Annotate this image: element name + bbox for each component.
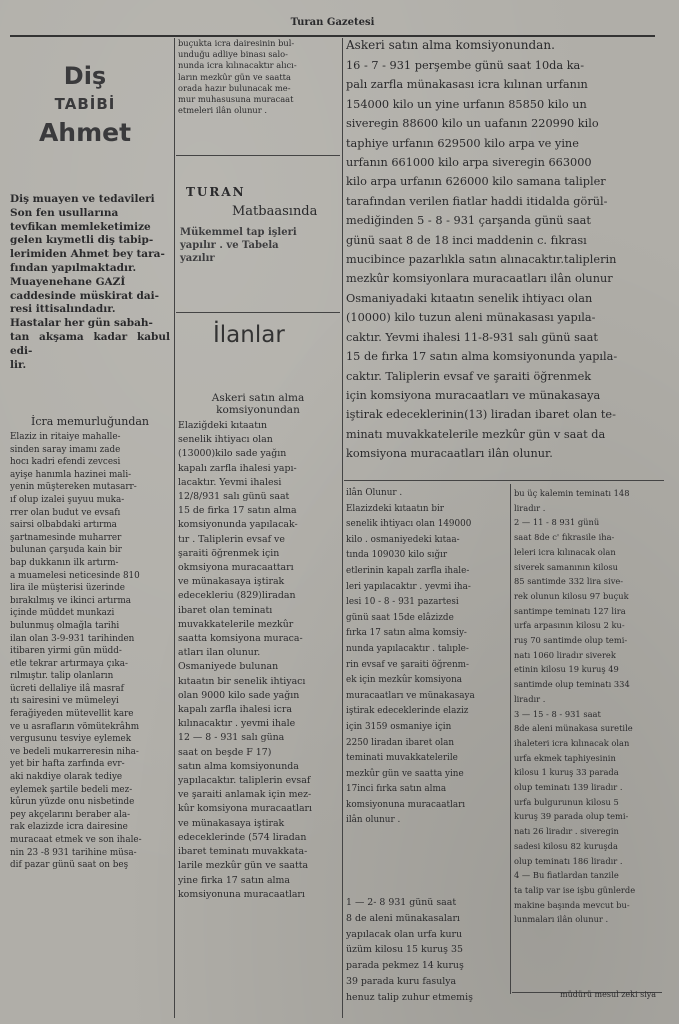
military-notice-large-body: 16 - 7 - 931 perşembe günü saat 10da ka- palı zarfla münakasası icra kılınan urfanın 154000 kilo un yine urfanın 85850 kilo un siveregin 88600 kilo un uafanın 220990 kilo taphiye urfanın 629500 kilo arpa ve yine urfanın 661000 kilo arpa siveregin 663000 kilo arpa urfanın 626000 kilo samana talipler tarafından verilen fiatlar haddi itidalda görül- mediğinden 5 - 8 - 931 çarşanda günü saat günü saat 8 de 18 inci maddenin c. fıkrası mucibince pazarlıkla satın alınacaktır.taliplerin mezkûr komsiyonlara muracaatları ilân olunur Osmaniyadaki kıtaatın senelik ihtiyacı olan (10000) kilo tuzun aleni münakasası yapıla- caktır. Yevmi ihalesi 11-8-931 salı günü saat 15 de fırka 17 satın alma komsiyonunda yapıla- caktır. Taliplerin evsaf ve şaraiti öğrenmek için komsiyona muracaatları ve münakasaya iştirak edeceklerinin(13) liradan ibaret olan te- minatı muvakkatelerile mezkûr gün v saat da komsiyona muracaatları ilân olunur. [346,59,618,461]
icra-body: Elaziz in ritaiye mahalle- sinden saray imamı zade hocı kadri efendi zevcesi ayişe hanımla hazinei mali- yenin müştereken mutasarr- ıf olup izalei şuyuu muka- rrer olan budut ve evsafı sairsi olbabdaki artırma şartnamesinde muharrer bulunan çarşuda kain bir bap dukkanın ilk artırm- a muamelesi neticesinde 810 lira ile müşterisi üzerinde bırakılmış ve ikinci artırma içinde müddet munkazi bulunmuş olmağla tarihi ilan olan 3-9-931 tarihinden itibaren yirmi gün müdd- etle tekrar artırmaya çıka- rılmıştır. talip olanların ücreti dellaliye ilâ masraf ıtı sairesini ve mümeleyi ferağiyeden mütevellit kare ve u asrafların vömütekrâhm vergusunu tesviye eylemek ve bedeli mukarreresin niha- yet bir hafta zarfında evr- aki nakdiye olarak tediye eylemek şartile bedeli mez- kûrun yüzde onu nisbetinde pey akçelarını beraber ala- rak elazizde icra dairesine muracaat etmek ve son ihale- nin 23 -8 931 tarihine müsa- dif pazar günü saat on beş [10,432,142,871]
icra-heading: İcra memurluğundan [30,415,150,428]
urfa-tender-body: 1 — 2- 8 931 günü saat 8 de aleni münakasaları yapılacak olan urfa kuru üzüm kilosu 15 kuruş 35 parada pekmez 14 kuruş 39 parada kuru fasulya henuz talip zuhur etmemiş [346,897,473,1003]
tender-prices-notice [514,486,664,988]
turan-body: Mükemmel tap işleri yapılır . ve Tabela yazılır [180,227,297,264]
column-divider [174,38,175,1018]
turan-subheading: Matbaasında [232,204,318,219]
military-notice-small-body: Elaziğdeki kıtaatın senelik ihtiyacı olan (13000)kilo sade yağın kapalı zarfla ihalesi yapı- lacaktır. Yevmi ihalesi 12/8/931 salı günü saat 15 de firka 17 satın alma komsiyonunda yapılacak- tır . Taliplerin evsaf ve şaraiti öğrenmek için okmsiyona muracaattarı ve münakasaya iştirak edecekleriu (829)liradan ibaret olan teminatı muvakkatelerile mezkûr saatta komsiyona muraca- atları ilan olunur. Osmaniyede bulunan kıtaatın bir senelik ihtiyacı olan 9000 kilo sade yağın kapalı zarfla ihalesi icra kılınacaktır . yevmi ihale 12 — 8 - 931 salı güna saat on beşde F 17) satın alma komsiyonunda yapılacaktır. taliplerin evsaf ve şaraiti anlamak için mez- kûr komsiyona muracaatları ve münakasaya iştirak edeceklerinde (574 liradan ibaret teminatı muvakkata- larile mezkûr gün ve saatta yine firka 17 satın alma komsiyonuna muracaatları [178,420,313,900]
section-divider [176,312,340,313]
masthead [10,17,655,37]
section-divider [176,155,340,156]
section-divider [344,480,664,481]
military-notice-large [346,38,664,480]
column-divider [342,38,343,1018]
column-divider [510,484,511,994]
urfa-tender-notice [346,895,507,1015]
ilanlar-title: İlanlar [213,322,285,348]
dentist-ad-subtitle: TABİBİ [54,95,116,113]
meat-tender-notice [346,486,507,871]
icra-continuation-body: buçukta icra dairesinin bul- unduğu adliye binası salo- nunda icra kılınacaktır alıcı- ların mezkûr gün ve saatta orada hazır bulunacak me- mur muhasusuna muracaat etmeleri ilân olunur . [178,38,297,116]
military-notice-small-heading: Askeri satın alma komsiyonundan [211,392,305,416]
dentist-ad-body: Diş muayen ve tedavileri Son fen usullarına tevfikan memleketimize gelen kıymetli diş tabip- lerimiden Ahmet bey tara- fından yapılmaktadır. Muayenehane GAZİ caddesinde müskirat dai- resi ittisalındadır. Hastalar her gün sabah- tan akşama kadar kabul edi- lir. [10,193,170,371]
icra-continuation [178,38,338,152]
newspaper-title: Turan Gazetesi [290,17,375,28]
dentist-ad-title: Diş [63,62,107,90]
tender-prices-body: bu üç kalemin teminatı 148 liradır . 2 — 11 - 8 931 günü saat 8de c' fıkrasile iha- leleri icra kılınacak olan siverek samanının kilosu 85 santimde 332 lira sive- rek olunun kilosu 97 buçuk santimpe teminatı 127 lira urfa arpasının kilosu 2 ku- ruş 70 santimde olup temi- natı 1060 liradır siverek etinin kilosu 19 kuruş 49 santimde olup teminatı 334 liradır . 3 — 15 - 8 - 931 saat 8de aleni münakasa suretile ihaleteri icra kılınacak olan urfa ekmek taphiyesinin kilosu 1 kuruş 33 parada olup teminatı 139 liradır . urfa bulgurunun kilosu 5 kuruş 39 parada olup temi- natı 26 liradır . siveregin sadesi kilosu 82 kuruşda olup teminatı 186 liradır . 4 — Bu fiatlardan tanzile ta talip var ise işbu günlerde makine başında mevcut bu- lunmaları ilân olunur . [514,488,636,925]
military-notice-large-heading: Askeri satın alma komsiyonundan. [346,38,555,52]
meat-tender-body: ilân Olunur . Elazizdeki kıtaatın bir senelik ihtiyacı olan 149000 kilo . osmaniyedeki kıtaa- tında 109030 kilo sığır etlerinin kapalı zarfla ihale- leri yapılacaktır . yevmi iha- lesi 10 - 8 - 931 pazartesi günü saat 15de elâzizde fırka 17 satın alma komsiy- nunda yapılacaktır . talıple- rin evsaf ve şaraiti öğrenm- ek için mezkûr komsiyona muracaatları ve münakasaya iştirak edeceklerinde elaziz için 3159 osmaniye için 2250 liradan ibaret olan teminati muvakkatelerile mezkûr gün ve saatta yine 17inci fırka satın alma komsiyonuna muracaatları ilân olunur . [346,488,475,826]
military-notice-small [178,392,338,1017]
footer-editor: müdürü mesul zeki siya [560,990,657,999]
dentist-ad-name: Ahmet [38,118,132,147]
icra-notice [10,415,170,1020]
turan-heading: TURAN [186,185,246,199]
dentist-ad [10,193,170,403]
